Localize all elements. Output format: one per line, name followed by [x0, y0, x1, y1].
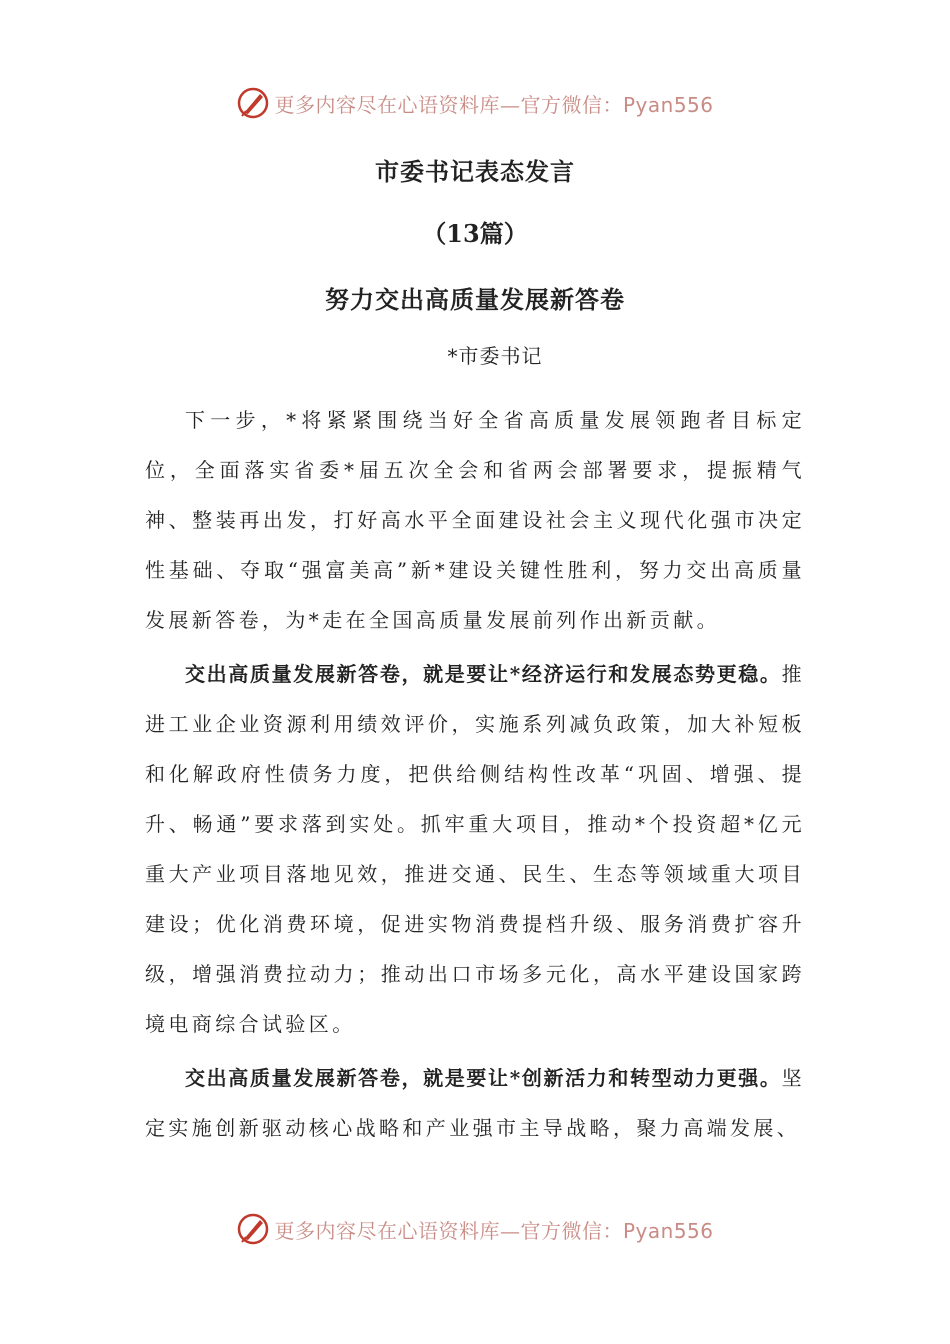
watermark-wechat-id: Pyan556 — [622, 92, 714, 117]
paragraph — [145, 1053, 805, 1153]
watermark-banner-top — [0, 83, 950, 123]
speech-body — [145, 395, 805, 1157]
watermark-main: 更多内容尽在心语资料库 — [274, 1218, 500, 1243]
quill-logo-icon — [236, 1212, 270, 1246]
watermark-separator: — — [499, 92, 521, 117]
speech-heading: 努力交出高质量发展新答卷 — [325, 285, 625, 314]
watermark-wechat-label: 官方微信： — [520, 92, 623, 117]
document-subtitle: （13篇） — [422, 219, 528, 248]
watermark-banner-bottom — [0, 1209, 950, 1249]
paragraph — [145, 649, 805, 1049]
speech-byline: *市委书记 — [447, 344, 543, 368]
watermark-text — [274, 89, 713, 118]
paragraph-text: 下一步，*将紧紧围绕当好全省高质量发展领跑者目标定位，全面落实省委*届五次全会和省两会部署要求，提振精气神、整装再出发，打好高水平全面建设社会主义现代化强市决定性基础、夺取“强富美高”新*建设关键性胜利，努力交出高质量发展新答卷，为*走在全国高质量发展前列作出新贡献。 — [145, 408, 805, 632]
paragraph — [145, 395, 805, 645]
quill-logo-icon — [236, 86, 270, 120]
watermark-text — [274, 1215, 713, 1244]
watermark-wechat-label: 官方微信： — [520, 1218, 623, 1243]
watermark-wechat-id: Pyan556 — [622, 1218, 714, 1243]
paragraph-text: 坚定实施创新驱动核心战略和产业强市主导战略，聚力高端发展、 — [145, 1066, 805, 1140]
paragraph-lead: 交出高质量发展新答卷，就是要让*创新活力和转型动力更强。 — [185, 1066, 782, 1090]
watermark-separator: — — [499, 1218, 521, 1243]
document-title: 市委书记表态发言 — [375, 157, 575, 186]
watermark-main: 更多内容尽在心语资料库 — [274, 92, 500, 117]
paragraph-lead: 交出高质量发展新答卷，就是要让*经济运行和发展态势更稳。 — [185, 662, 782, 686]
paragraph-text: 推进工业企业资源利用绩效评价，实施系列减负政策，加大补短板和化解政府性债务力度，把供给侧结构性改革“巩固、增强、提升、畅通”要求落到实处。抓牢重大项目，推动*个投资超*亿元重大产业项目落地见效，推进交通、民生、生态等领域重大项目建设；优化消费环境，促进实物消费提档升级、服务消费扩容升级，增强消费拉动力；推动出口市场多元化，高水平建设国家跨境电商综合试验区。 — [145, 662, 805, 1036]
